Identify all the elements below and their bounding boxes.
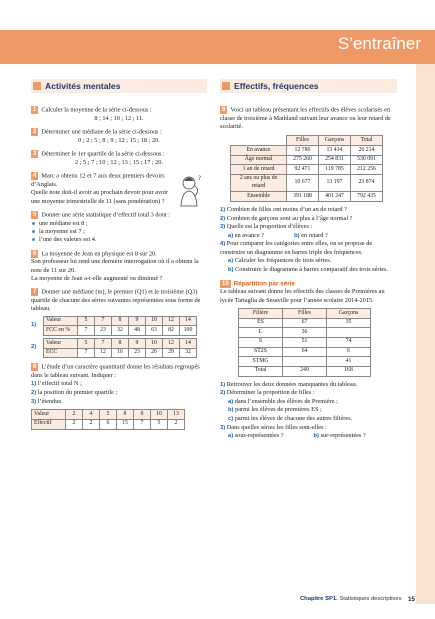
table-cell: 67 [283, 318, 327, 328]
table-cell: Total [239, 366, 283, 376]
table-cell: 63 [146, 326, 163, 336]
table-row [239, 337, 371, 347]
table-cell: 7 [95, 339, 112, 349]
table-header-cell: Filles [287, 136, 319, 146]
exercise-2: 2 Déterminer une médiane de la série ci-dessous : 0 ; 2 ; 5 ; 8 ; 9 ; 12 ; 15 ; 18 ; 20. [31, 128, 207, 145]
table-cell: 12 [163, 339, 180, 349]
exercise-7: 7 Donner une médiane (m), le premier (Q1) et le troisième (Q3) quartile de chacune des séries suivantes représentées sous forme de tableau. 1) Valeur 5 7 8 9 10 12 14 FCC en % 7 23 32 48 63 82 100 2) Valeur 5 7 8 9 10 12 14 ECC 7 12 16 23 26 29 32 [31, 288, 207, 358]
table-cell: 15 [117, 419, 134, 429]
exercise-1: 1 Calculer la moyenne de la série ci-dessous : 8 ; 14 ; 10 ; 12 ; 11. [31, 106, 207, 123]
table-cell: FCC en % [44, 326, 78, 336]
exercise-3: 3 Déterminer le 1er quartile de la série ci-dessous : 2 ; 5 ; 7 ; 10 ; 12 ; 13 ; 15 ; 17 ; 20. [31, 150, 207, 167]
exercise-number: 1 [33, 107, 37, 113]
table-cell: 5 [151, 419, 168, 429]
table-cell: 35 [327, 318, 371, 328]
title-banner [0, 30, 435, 64]
table-cell: 48 [129, 326, 146, 336]
table-cell: 7 [78, 326, 95, 336]
heading-square-icon [33, 82, 41, 90]
table-cell: L [239, 328, 283, 338]
table-cell: 13 197 [319, 174, 351, 191]
table-cell: 10 [146, 339, 163, 349]
student-illustration-icon [173, 172, 207, 212]
series: 8 ; 14 ; 10 ; 12 ; 11. [94, 114, 144, 122]
value-table-2 [43, 338, 197, 358]
table-cell: STMG [239, 357, 283, 367]
exercise-number: 9 [222, 107, 226, 113]
table-cell: Ensemble [231, 192, 287, 202]
exercise-4: ? 4 Marc a obtenu 12 et 7 aux deux premiers devoirs d’Anglais. Quelle note doit-il avoir au prochain devoir pour avoir une moyenne trimestrielle de 11 (sans pondération) ? [31, 172, 207, 206]
exercise-number: 8 [33, 364, 37, 371]
table-header-cell: Filière [239, 309, 283, 319]
footer: Chapitre SP1. Statistiques descriptives [300, 596, 402, 602]
exercise-number: 5 [33, 211, 37, 218]
table-cell: 2 [66, 419, 83, 429]
table-cell: ECC [44, 348, 78, 358]
value-table-3 [31, 409, 185, 429]
table-cell [327, 328, 371, 338]
table-cell: 100 [180, 326, 197, 336]
table-cell: Valeur [32, 410, 66, 420]
table-cell: 275 260 [287, 155, 319, 165]
table-cell: 249 [283, 366, 327, 376]
table-cell: 29 [163, 348, 180, 358]
table-cell: 2 ans ou plus de retard [231, 174, 287, 191]
table-cell: 2 [83, 419, 100, 429]
table-cell: 32 [112, 326, 129, 336]
table-cell: 12 780 [287, 146, 319, 156]
table-cell: 10 [146, 316, 163, 326]
exercise-number: 3 [33, 151, 37, 158]
table-cell: 4 [83, 410, 100, 420]
table-cell: 1 an de retard [231, 165, 287, 175]
table-cell: 530 091 [351, 155, 383, 165]
table-cell: En avance [231, 146, 287, 156]
table-cell: 13 [168, 410, 185, 420]
table-row [231, 192, 383, 202]
table-cell: Valeur [44, 339, 78, 349]
table-cell: 9 [129, 316, 146, 326]
table-cell: 23 [95, 326, 112, 336]
table-row [231, 165, 383, 175]
bullet-icon [32, 222, 35, 225]
series: 2 ; 5 ; 7 ; 10 ; 12 ; 13 ; 15 ; 17 ; 20. [75, 158, 163, 166]
table-cell: 32 [180, 348, 197, 358]
table-cell: ES [239, 318, 283, 328]
table-cell: 13 434 [319, 146, 351, 156]
table-cell: 10 677 [287, 174, 319, 191]
table-cell: 41 [327, 357, 371, 367]
left-column [31, 79, 207, 435]
table-cell: ST2S [239, 347, 283, 357]
exercise-number: 2 [33, 129, 37, 136]
table-cell: 82 [163, 326, 180, 336]
table-cell: 23 [129, 348, 146, 358]
table-cell: 12 [95, 348, 112, 358]
table-cell: 792 435 [351, 192, 383, 202]
exercise-10: 10 Répartition par série Le tableau suivant donne les effectifs des classes de Premières au lycée Tartaglia de Sesaville pour l’année scolaire 2014-2015. Filière Filles Garçons ES 67 35 L 36 S 51 74 ST2S 64 6 STMG 41 Total 249 168 1) Retrouver les deux données manquantes du tableau. 2) Déterminer la proportion de filles : a) dans l’ensemble des élèves de Première ; b) parmi les élèves de premières ES ; c) parmi les élèves de chacune des autres filières. 3) Dans quelles séries les filles sont-elles : a) sous-représentées ? b) sur-représentées ? [220, 280, 385, 440]
table-cell: 92 471 [287, 165, 319, 175]
series: 0 ; 2 ; 5 ; 8 ; 9 ; 12 ; 15 ; 18 ; 20. [78, 136, 160, 144]
table-row [239, 366, 371, 376]
list-item: la moyenne est 7 ; [31, 228, 207, 236]
table-header-cell: Filles [283, 309, 327, 319]
table-cell: 7 [95, 316, 112, 326]
bullet-icon [32, 230, 35, 233]
exercise-number: 7 [33, 289, 37, 296]
table-cell: 8 [112, 339, 129, 349]
table-row [239, 357, 371, 367]
table-cell: 51 [283, 337, 327, 347]
table-cell [283, 357, 327, 367]
table-cell: 14 [180, 339, 197, 349]
heading-square-icon [222, 82, 230, 90]
list-item: l’une des valeurs est 4. [31, 236, 207, 244]
exercise-6: 6 La moyenne de Jean en physique est 8 sur 20. Son professeur lui rend une dernière interrogation où il a obtenu la note de 11 sur 20. La moyenne de Jean a-t-elle augmenté ou diminué ? [31, 250, 199, 283]
exercise-number: 6 [33, 250, 37, 257]
table-cell: 74 [327, 337, 371, 347]
exercise-8: 8 L’étude d’un caractère quantitatif donne les résultats regroupés dans le tableau suivant. Indiquer : 1) l’effectif total N ; 2) la position du premier quartile ; 3) l’étendue. Valeur 2 4 5 8 9 10 13 Effectif 2 2 6 15 7 5 2 [31, 363, 207, 429]
table-row [239, 318, 371, 328]
table-cell: 2 [66, 410, 83, 420]
table-cell: 9 [129, 339, 146, 349]
effectifs-table [230, 135, 383, 201]
table-row [231, 174, 383, 191]
table-header-cell [231, 136, 287, 146]
table-cell: 10 [151, 410, 168, 420]
table-header-cell: Total [351, 136, 383, 146]
table-cell: 401 247 [319, 192, 351, 202]
table-header-cell: Garçons [327, 309, 371, 319]
exercise-5: 5 Donner une série statistique d’effectif total 3 dont : une médiane est 8 ; la moyenne est 7 ; l’une des valeurs est 4. [31, 211, 207, 245]
table-cell: 14 [180, 316, 197, 326]
table-row [239, 347, 371, 357]
table-cell: 36 [283, 328, 327, 338]
table-cell: Valeur [44, 316, 78, 326]
section-heading-activites: Activités mentales [31, 79, 207, 93]
table-cell: 7 [134, 419, 151, 429]
table-row [231, 146, 383, 156]
table-cell: 12 [163, 316, 180, 326]
table-cell: S [239, 337, 283, 347]
table-cell: Effectif [32, 419, 66, 429]
value-table-1 [43, 316, 197, 336]
table-cell: 2 [168, 419, 185, 429]
table-cell: 391 188 [287, 192, 319, 202]
table-cell: 7 [78, 348, 95, 358]
table-cell: 168 [327, 366, 371, 376]
exercise-number: 4 [33, 173, 37, 180]
section-heading-effectifs: Effectifs, fréquences [220, 79, 397, 93]
exercise-number: 10 [222, 280, 229, 287]
table-cell: 9 [134, 410, 151, 420]
table-row [239, 328, 371, 338]
table-cell: 212 256 [351, 165, 383, 175]
table-cell: 5 [78, 316, 95, 326]
table-cell: 5 [100, 410, 117, 420]
table-cell: 6 [100, 419, 117, 429]
list-item: une médiane est 8 ; [31, 220, 207, 228]
table-cell: 119 785 [319, 165, 351, 175]
bullet-icon [32, 238, 35, 241]
table-cell: 16 [112, 348, 129, 358]
right-column [220, 79, 397, 446]
filiere-table [238, 308, 371, 376]
page-number: 15 [408, 596, 415, 603]
table-cell: 254 831 [319, 155, 351, 165]
table-cell: 64 [283, 347, 327, 357]
table-row [231, 155, 383, 165]
table-cell: 26 [146, 348, 163, 358]
side-strip [416, 64, 435, 604]
table-header-cell: Garçons [319, 136, 351, 146]
table-cell: 5 [78, 339, 95, 349]
svg-text:?: ? [198, 175, 202, 183]
table-cell: Âge normal [231, 155, 287, 165]
table-cell: 6 [327, 347, 371, 357]
exercise-9: 9 Voici un tableau présentant les effectifs des élèves scolarisés en classe de troisième à Mathland suivant leur avance ou leur retard de scolarité. Filles Garçons Total En avance 12 780 13 434 26 214 Âge normal 275 260 254 831 530 091 1 an de retard 92 471 119 785 212 256 2 ans ou plus de retard 10 677 13 197 23 874 Ensemble 391 188 401 247 792 435 1) Combien de filles ont moins d’un an de retard ? 2) Combien de garçons sont au plus à l’âge normal ? 3) Quelle est la proportion d’élèves : a) en avance ? b) en retard ? 4) Pour comparer les catégories entre elles, on se propose de construire un diagramme en barres triple des fréquences. a) Calculer les fréquences de trois séries. b) Construire le diagramme à barres comparatif des trois séries. [220, 106, 391, 274]
table-cell: 23 874 [351, 174, 383, 191]
table-cell: 8 [112, 316, 129, 326]
table-cell: 8 [117, 410, 134, 420]
table-cell: 26 214 [351, 146, 383, 156]
page-title: S’entraîner [337, 34, 421, 53]
